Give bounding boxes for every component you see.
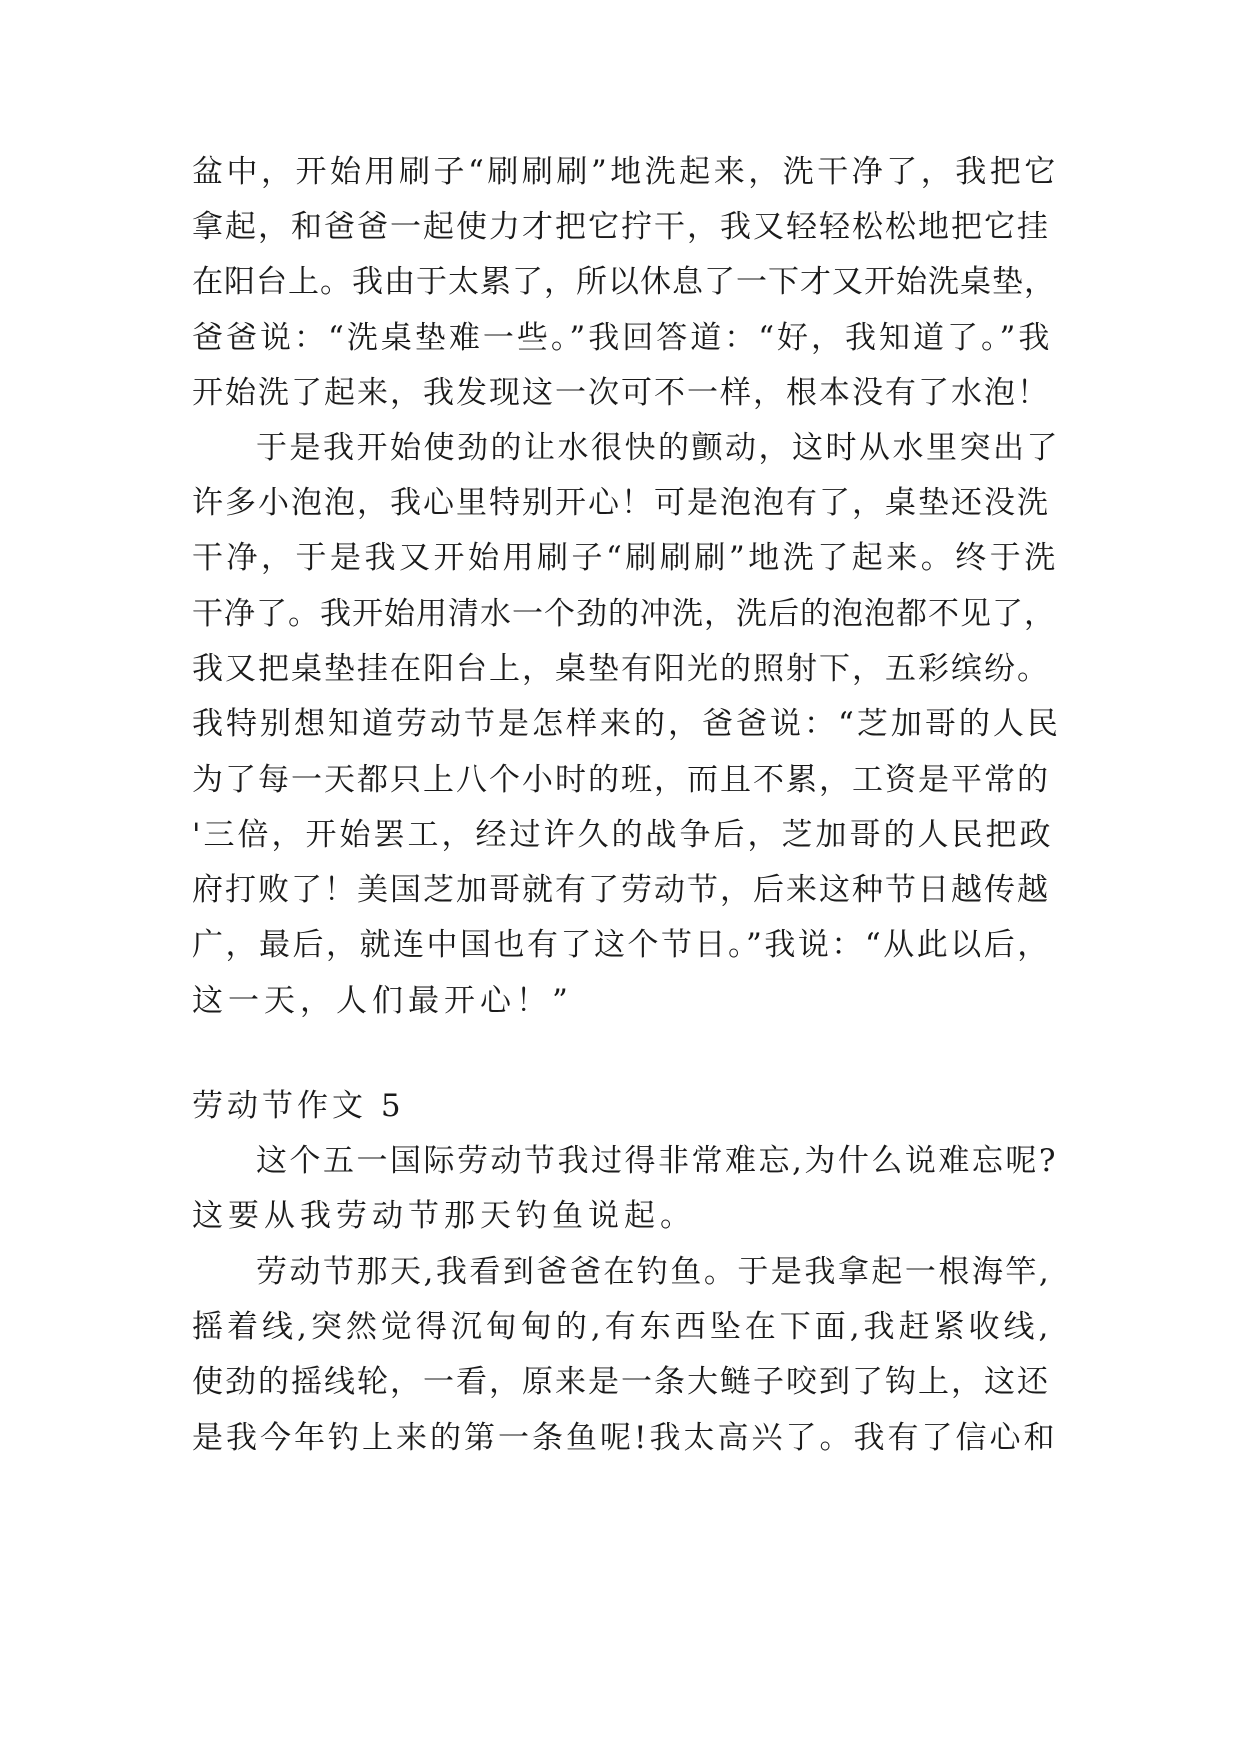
paragraph-line: 是我今年钓上来的第一条鱼呢!我太高兴了。我有了信心和 — [192, 1420, 1058, 1456]
paragraph-line: 我又把桌垫挂在阳台上，桌垫有阳光的照射下，五彩缤纷。 — [192, 651, 1050, 687]
paragraph-line: 爸爸说：“洗桌垫难一些。”我回答道：“好，我知道了。”我 — [192, 320, 1053, 356]
paragraph-line: 广，最后，就连中国也有了这个节日。”我说：“从此以后， — [192, 927, 1051, 963]
paragraph-line: 许多小泡泡，我心里特别开心！可是泡泡有了，桌垫还没洗 — [192, 485, 1050, 521]
paragraph-line: 在阳台上。我由于太累了，所以休息了一下才又开始洗桌垫， — [192, 264, 1056, 300]
paragraph-line: 开始洗了起来，我发现这一次可不一样，根本没有了水泡！ — [192, 375, 1050, 411]
paragraph-line: 这个五一国际劳动节我过得非常难忘,为什么说难忘呢? — [256, 1143, 1058, 1179]
paragraph-line: 干净，于是我又开始用刷子“刷刷刷”地洗了起来。终于洗 — [192, 540, 1059, 576]
section-heading: 劳动节作文 5 — [192, 1088, 405, 1124]
paragraph-line: 使劲的摇线轮，一看，原来是一条大鲢子咬到了钩上，这还 — [192, 1364, 1050, 1400]
paragraph-line: 拿起，和爸爸一起使力才把它拧干，我又轻轻松松地把它挂 — [192, 209, 1050, 245]
paragraph-line: 干净了。我开始用清水一个劲的冲洗，洗后的泡泡都不见了， — [192, 596, 1056, 632]
paragraph-line: 我特别想知道劳动节是怎样来的，爸爸说：“芝加哥的人民 — [192, 706, 1061, 742]
paragraph-line: 摇着线,突然觉得沉甸甸的,有东西坠在下面,我赶紧收线, — [192, 1309, 1053, 1345]
paragraph-line: 盆中，开始用刷子“刷刷刷”地洗起来，洗干净了，我把它 — [192, 154, 1059, 190]
paragraph-line: 为了每一天都只上八个小时的班，而且不累，工资是平常的 — [192, 762, 1050, 798]
paragraph-line: 于是我开始使劲的让水很快的颤动，这时从水里突出了 — [256, 430, 1060, 466]
paragraph-line: 这一天，人们最开心！” — [192, 983, 573, 1019]
paragraph-line: 府打败了！美国芝加哥就有了劳动节，后来这种节日越传越 — [192, 872, 1050, 908]
paragraph-line: '三倍，开始罢工，经过许久的战争后，芝加哥的人民把政 — [192, 817, 1054, 853]
paragraph-line: 这要从我劳动节那天钓鱼说起。 — [192, 1198, 696, 1234]
paragraph-line: 劳动节那天,我看到爸爸在钓鱼。于是我拿起一根海竿, — [256, 1254, 1052, 1290]
